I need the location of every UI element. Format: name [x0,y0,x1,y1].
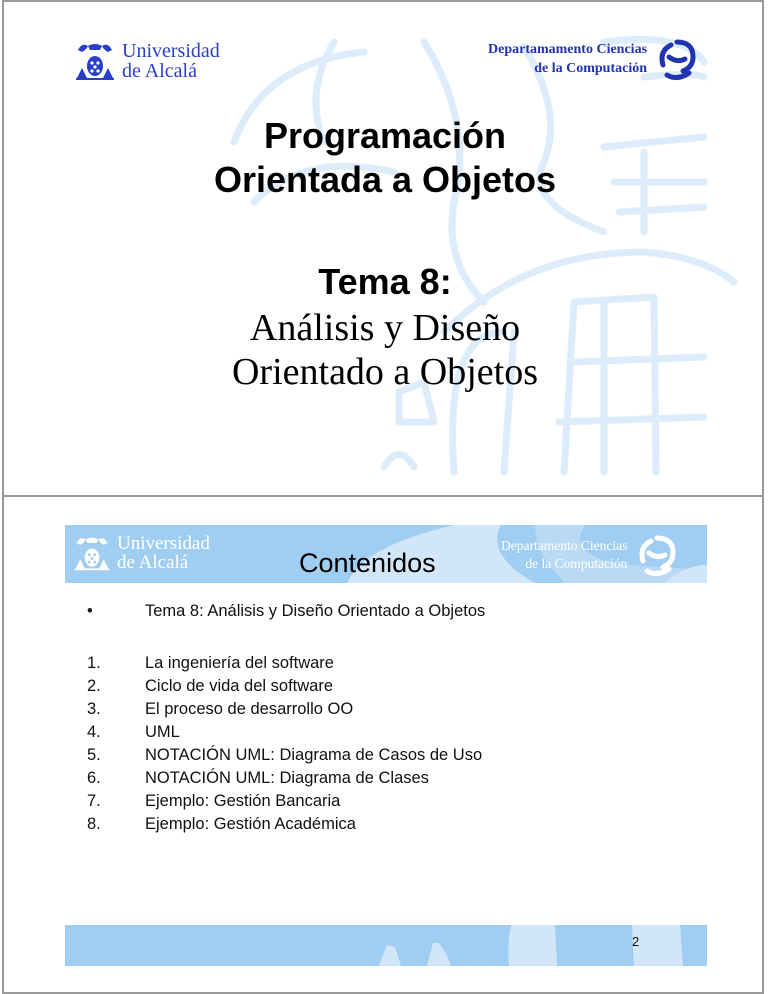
university-crest-icon [74,40,116,82]
logo-department-line1: Departamento Ciencias [501,538,628,553]
item-text: UML [145,723,180,741]
logo-department-line2: de la Computación [534,61,648,76]
item-text: Ciclo de vida del software [145,677,334,695]
department-knot-icon [655,37,699,81]
logo-department-line2: de la Computación [525,556,628,571]
item-number: 3. [87,700,101,718]
item-number: 1. [87,654,101,672]
item-text: El proceso de desarrollo OO [145,700,354,718]
logo-department-line1: Departamamento Ciencias [488,42,648,57]
subtitle-line-1: Análisis y Diseño [249,307,521,349]
bullet-marker: • [87,602,93,620]
topic-subtitle [4,306,764,394]
presentation-title [4,114,764,202]
item-number: 5. [87,746,101,764]
logo-university-line2: de Alcalá [122,60,197,82]
slide-2-contents [2,495,764,994]
topic-label: Tema 8: [318,261,452,302]
item-text: NOTACIÓN UML: Diagrama de Clases [145,769,429,787]
bullet-text: Tema 8: Análisis y Diseño Orientado a Objetos [145,602,486,620]
slide-title: Contenidos [299,548,436,578]
item-number: 6. [87,769,101,787]
slide-footer-band [65,925,707,966]
universidad-alcala-logo [73,533,210,573]
slide-1-title [2,0,764,497]
item-number: 8. [87,815,101,833]
logo-university-line1: Universidad [117,533,210,554]
item-text: Ejemplo: Gestión Bancaria [145,792,341,810]
department-logo [488,37,699,81]
department-logo [501,533,679,577]
logo-university-line2: de Alcalá [117,552,189,573]
university-crest-icon [73,533,111,573]
item-number: 4. [87,723,101,741]
department-knot-icon [635,533,679,577]
footer-decoration [65,925,707,966]
page-number: 2 [632,934,640,949]
title-line-2: Orientada a Objetos [213,159,557,200]
item-text: NOTACIÓN UML: Diagrama de Casos de Uso [145,746,483,764]
subtitle-line-2: Orientado a Objetos [231,351,539,393]
title-line-1: Programación [263,115,507,156]
item-text: La ingeniería del software [145,654,334,672]
item-text: Ejemplo: Gestión Académica [145,815,356,833]
item-number: 7. [87,792,101,810]
slide-header-band [65,525,707,583]
item-number: 2. [87,677,101,695]
universidad-alcala-logo [74,40,220,82]
logo-university-line1: Universidad [122,40,220,62]
